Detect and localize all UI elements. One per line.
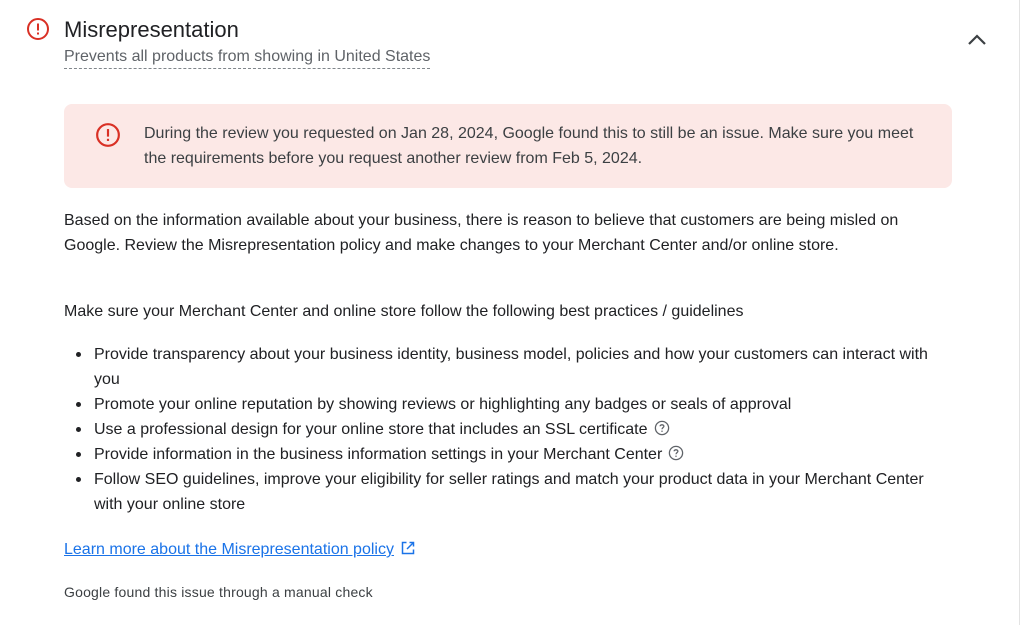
issue-title: Misrepresentation — [64, 17, 239, 42]
list-item — [64, 392, 944, 417]
list-item-text: Provide information in the business information settings in your Merchant Center — [94, 446, 663, 463]
list-item — [64, 342, 944, 392]
alert-error-icon — [95, 122, 121, 148]
external-link-icon — [400, 540, 416, 556]
list-item-text: Provide transparency about your business identity, business model, policies and how your customers can interact with you — [94, 346, 928, 388]
learn-more-link-text[interactable]: Learn more about the Misrepresentation policy — [64, 541, 394, 558]
review-alert — [64, 104, 952, 188]
manual-check-note: Google found this issue through a manual check — [64, 584, 373, 600]
list-item-text: Promote your online reputation by showing reviews or highlighting any badges or seals of approval — [94, 396, 792, 413]
guidelines-list — [64, 342, 944, 517]
list-item — [64, 417, 944, 442]
alert-text: During the review you requested on Jan 28, 2024, Google found this to still be an issue. Make sure you meet the requirements before you request another review from Feb 5, 2024. — [144, 125, 914, 167]
policy-description: Based on the information available about your business, there is reason to believe that customers are being misled on Google. Review the Misrepresentation policy and make changes to your Merchant Center and/or online store. — [64, 212, 899, 254]
issue-subtitle[interactable]: Prevents all products from showing in United States — [64, 46, 430, 69]
error-circle-icon — [26, 17, 50, 41]
help-icon[interactable] — [654, 419, 670, 435]
help-icon[interactable] — [668, 444, 684, 460]
list-item-text: Use a professional design for your online store that includes an SSL certificate — [94, 421, 648, 438]
list-item — [64, 442, 944, 467]
guidelines-intro: Make sure your Merchant Center and online store follow the following best practices / guidelines — [64, 303, 744, 320]
list-item — [64, 467, 944, 517]
collapse-button[interactable] — [960, 27, 994, 57]
list-item-text: Follow SEO guidelines, improve your eligibility for seller ratings and match your product data in your Merchant Center with your online store — [94, 471, 924, 513]
learn-more-link[interactable] — [64, 539, 416, 561]
chevron-up-icon — [966, 33, 988, 52]
